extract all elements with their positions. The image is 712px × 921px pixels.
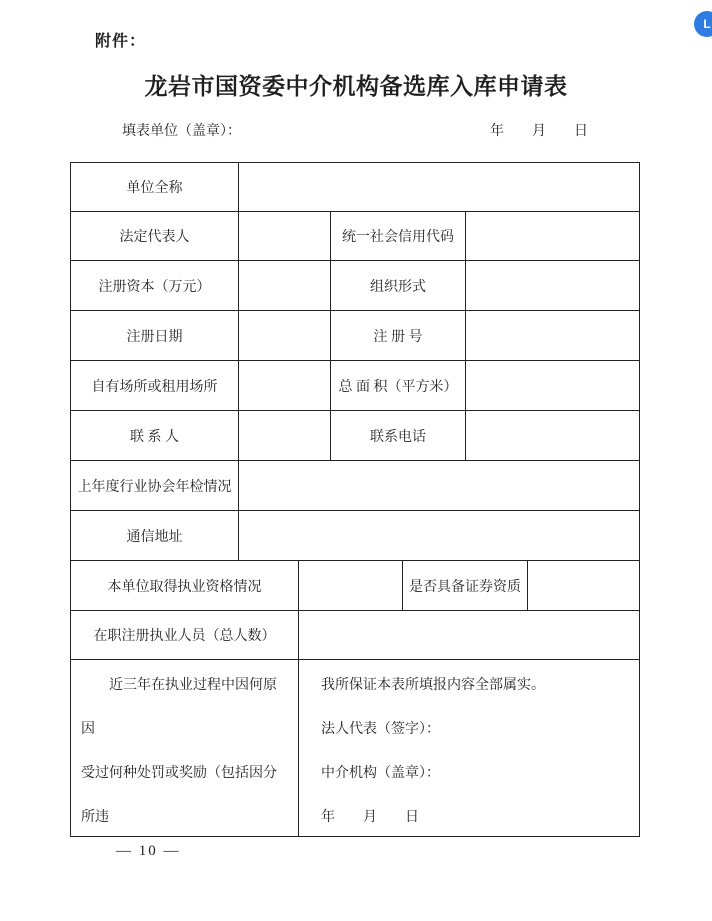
legal-rep-value-cell xyxy=(239,212,331,260)
reg-no-value-cell xyxy=(466,311,639,360)
staff-label: 在职注册执业人员（总人数） xyxy=(71,611,299,659)
table-row-qualification xyxy=(71,561,639,611)
reg-date-label: 注册日期 xyxy=(71,311,239,360)
premises-label: 自有场所或租用场所 xyxy=(71,361,239,410)
unit-name-label: 单位全称 xyxy=(71,163,239,211)
contact-label: 联 系 人 xyxy=(71,411,239,460)
page-number: — 10 — xyxy=(116,843,181,859)
phone-value-cell xyxy=(466,411,639,460)
table-row-address xyxy=(71,511,639,561)
credit-code-label: 统一社会信用代码 xyxy=(331,212,466,260)
declaration-cell xyxy=(299,660,639,836)
extension-badge-label: L xyxy=(703,17,711,31)
penalty-line-1: 近三年在执业过程中因何原因 xyxy=(81,678,277,737)
premises-value-cell xyxy=(239,361,331,410)
staff-value-cell xyxy=(299,611,639,659)
reg-capital-label: 注册资本（万元） xyxy=(71,261,239,310)
area-value-cell xyxy=(466,361,639,410)
table-row-reg-capital xyxy=(71,261,639,311)
filler-unit-label: 填表单位（盖章）： xyxy=(122,124,241,139)
table-row-premises xyxy=(71,361,639,411)
annual-check-value-cell xyxy=(239,461,639,510)
contact-value-cell xyxy=(239,411,331,460)
securities-label: 是否具备证券资质 xyxy=(403,561,528,610)
declaration-legal-rep-sign: 法人代表（签字）： xyxy=(321,722,440,737)
reg-capital-value-cell xyxy=(239,261,331,310)
org-form-value-cell xyxy=(466,261,639,310)
unit-name-value-cell xyxy=(239,163,639,211)
table-row-reg-date xyxy=(71,311,639,361)
penalty-question-cell xyxy=(71,660,299,836)
table-row-legal-rep xyxy=(71,212,639,261)
reg-no-label: 注 册 号 xyxy=(331,311,466,360)
application-form-table xyxy=(70,162,640,837)
page-title: 龙岩市国资委中介机构备选库入库申请表 xyxy=(144,74,568,99)
org-form-label: 组织形式 xyxy=(331,261,466,310)
securities-value-cell xyxy=(528,561,639,610)
header-date-label: 年 月 日 xyxy=(490,124,588,139)
attachment-label: 附件： xyxy=(95,33,147,50)
table-row-staff xyxy=(71,611,639,660)
table-row-contact xyxy=(71,411,639,461)
extension-badge[interactable] xyxy=(694,11,712,37)
table-row-penalty-declaration xyxy=(71,660,639,836)
legal-rep-label: 法定代表人 xyxy=(71,212,239,260)
reg-date-value-cell xyxy=(239,311,331,360)
address-label: 通信地址 xyxy=(71,511,239,560)
declaration-date: 年 月 日 xyxy=(321,810,419,825)
table-row-annual-check xyxy=(71,461,639,511)
address-value-cell xyxy=(239,511,639,560)
annual-check-label: 上年度行业协会年检情况 xyxy=(71,461,239,510)
qualification-value-cell xyxy=(299,561,403,610)
qualification-label: 本单位取得执业资格情况 xyxy=(71,561,299,610)
phone-label: 联系电话 xyxy=(331,411,466,460)
declaration-agency-seal: 中介机构（盖章）： xyxy=(321,766,440,781)
declaration-statement: 我所保证本表所填报内容全部属实。 xyxy=(321,678,545,693)
credit-code-value-cell xyxy=(466,212,639,260)
table-row-unit-name xyxy=(71,163,639,212)
penalty-line-2: 受过何种处罚或奖励（包括因分所违 xyxy=(81,766,277,825)
area-label: 总 面 积（平方米） xyxy=(331,361,466,410)
